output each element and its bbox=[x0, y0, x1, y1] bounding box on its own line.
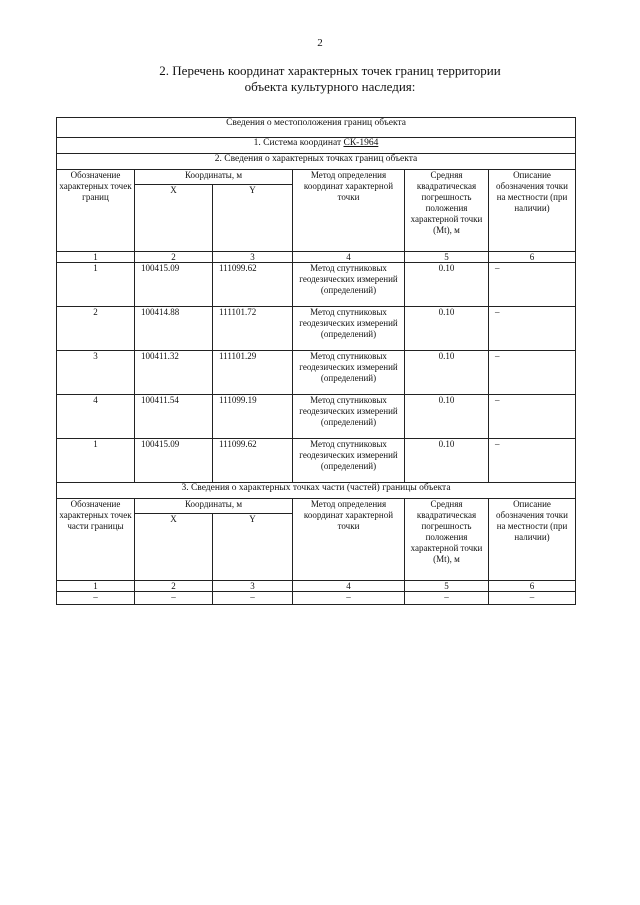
column-number: 2 bbox=[135, 581, 213, 592]
cell-error: 0.10 bbox=[405, 351, 489, 395]
cell-error: 0.10 bbox=[405, 263, 489, 307]
coord-system-row bbox=[57, 138, 576, 154]
cell-method: Метод спутниковых геодезических измерений (определений) bbox=[293, 395, 405, 439]
column-number: 1 bbox=[57, 581, 135, 592]
column-number: 5 bbox=[405, 252, 489, 263]
cell-point: 1 bbox=[57, 263, 135, 307]
cell-x: 100411.54 bbox=[135, 395, 213, 439]
column-number: 3 bbox=[213, 581, 293, 592]
section3-title-row bbox=[57, 483, 576, 499]
column-number: 6 bbox=[489, 252, 576, 263]
header-description: Описание обозначения точки на местности (при наличии) bbox=[489, 499, 576, 581]
column-number: 3 bbox=[213, 252, 293, 263]
column-number: 4 bbox=[293, 581, 405, 592]
table-row bbox=[57, 307, 576, 351]
table-row bbox=[57, 439, 576, 483]
header-x: X bbox=[135, 514, 213, 581]
cell-description: – bbox=[489, 439, 576, 483]
coord-system-prefix: 1. Система координат bbox=[253, 138, 344, 148]
cell-y: 111099.62 bbox=[213, 263, 293, 307]
header-y: Y bbox=[213, 514, 293, 581]
cell-empty: – bbox=[293, 592, 405, 605]
cell-description: – bbox=[489, 351, 576, 395]
coord-system-name: СК-1964 bbox=[343, 138, 379, 148]
heading-line-1: 2. Перечень координат характерных точек границ территории bbox=[159, 63, 501, 78]
section2-title-row bbox=[57, 154, 576, 170]
cell-y: 111099.62 bbox=[213, 439, 293, 483]
cell-description: – bbox=[489, 263, 576, 307]
table-row-empty bbox=[57, 592, 576, 605]
column-number: 1 bbox=[57, 252, 135, 263]
column-number: 4 bbox=[293, 252, 405, 263]
cell-point: 3 bbox=[57, 351, 135, 395]
document-heading bbox=[110, 63, 550, 95]
header-x: X bbox=[135, 185, 213, 252]
header-y: Y bbox=[213, 185, 293, 252]
header-coordinates: Координаты, м bbox=[135, 499, 293, 514]
header-coordinates: Координаты, м bbox=[135, 170, 293, 185]
cell-point: 2 bbox=[57, 307, 135, 351]
section3-title: 3. Сведения о характерных точках части (частей) границы объекта bbox=[57, 483, 576, 499]
section2-column-numbers bbox=[57, 252, 576, 263]
cell-empty: – bbox=[135, 592, 213, 605]
cell-description: – bbox=[489, 395, 576, 439]
section2-title: 2. Сведения о характерных точках границ объекта bbox=[57, 154, 576, 170]
cell-y: 111101.29 bbox=[213, 351, 293, 395]
cell-description: – bbox=[489, 307, 576, 351]
page-number: 2 bbox=[317, 37, 323, 49]
cell-method: Метод спутниковых геодезических измерений (определений) bbox=[293, 307, 405, 351]
column-number: 5 bbox=[405, 581, 489, 592]
cell-y: 111099.19 bbox=[213, 395, 293, 439]
coordinates-table bbox=[56, 117, 576, 605]
header-description: Описание обозначения точки на местности (при наличии) bbox=[489, 170, 576, 252]
table-banner: Сведения о местоположения границ объекта bbox=[57, 118, 576, 138]
cell-x: 100411.32 bbox=[135, 351, 213, 395]
cell-method: Метод спутниковых геодезических измерений (определений) bbox=[293, 263, 405, 307]
header-error: Средняя квадратическая погрешность положения характерной точки (Mt), м bbox=[405, 499, 489, 581]
cell-point: 4 bbox=[57, 395, 135, 439]
column-number: 2 bbox=[135, 252, 213, 263]
section3-column-numbers bbox=[57, 581, 576, 592]
table-banner-row bbox=[57, 118, 576, 138]
cell-x: 100415.09 bbox=[135, 263, 213, 307]
cell-point: 1 bbox=[57, 439, 135, 483]
header-point-designation: Обозначение характерных точек границ bbox=[57, 170, 135, 252]
section2-header-row bbox=[57, 170, 576, 185]
cell-empty: – bbox=[489, 592, 576, 605]
header-method: Метод определения координат характерной точки bbox=[293, 170, 405, 252]
cell-method: Метод спутниковых геодезических измерений (определений) bbox=[293, 351, 405, 395]
header-point-designation: Обозначение характерных точек части границы bbox=[57, 499, 135, 581]
column-number: 6 bbox=[489, 581, 576, 592]
cell-empty: – bbox=[57, 592, 135, 605]
table-row bbox=[57, 351, 576, 395]
cell-x: 100414.88 bbox=[135, 307, 213, 351]
header-error: Средняя квадратическая погрешность положения характерной точки (Mt), м bbox=[405, 170, 489, 252]
cell-method: Метод спутниковых геодезических измерений (определений) bbox=[293, 439, 405, 483]
table-row bbox=[57, 263, 576, 307]
cell-x: 100415.09 bbox=[135, 439, 213, 483]
header-method: Метод определения координат характерной точки bbox=[293, 499, 405, 581]
coord-system bbox=[57, 138, 576, 154]
table-row bbox=[57, 395, 576, 439]
cell-empty: – bbox=[213, 592, 293, 605]
cell-error: 0.10 bbox=[405, 395, 489, 439]
section3-header-row bbox=[57, 499, 576, 514]
heading-line-2: объекта культурного наследия: bbox=[244, 79, 416, 94]
cell-error: 0.10 bbox=[405, 439, 489, 483]
cell-empty: – bbox=[405, 592, 489, 605]
cell-error: 0.10 bbox=[405, 307, 489, 351]
cell-y: 111101.72 bbox=[213, 307, 293, 351]
